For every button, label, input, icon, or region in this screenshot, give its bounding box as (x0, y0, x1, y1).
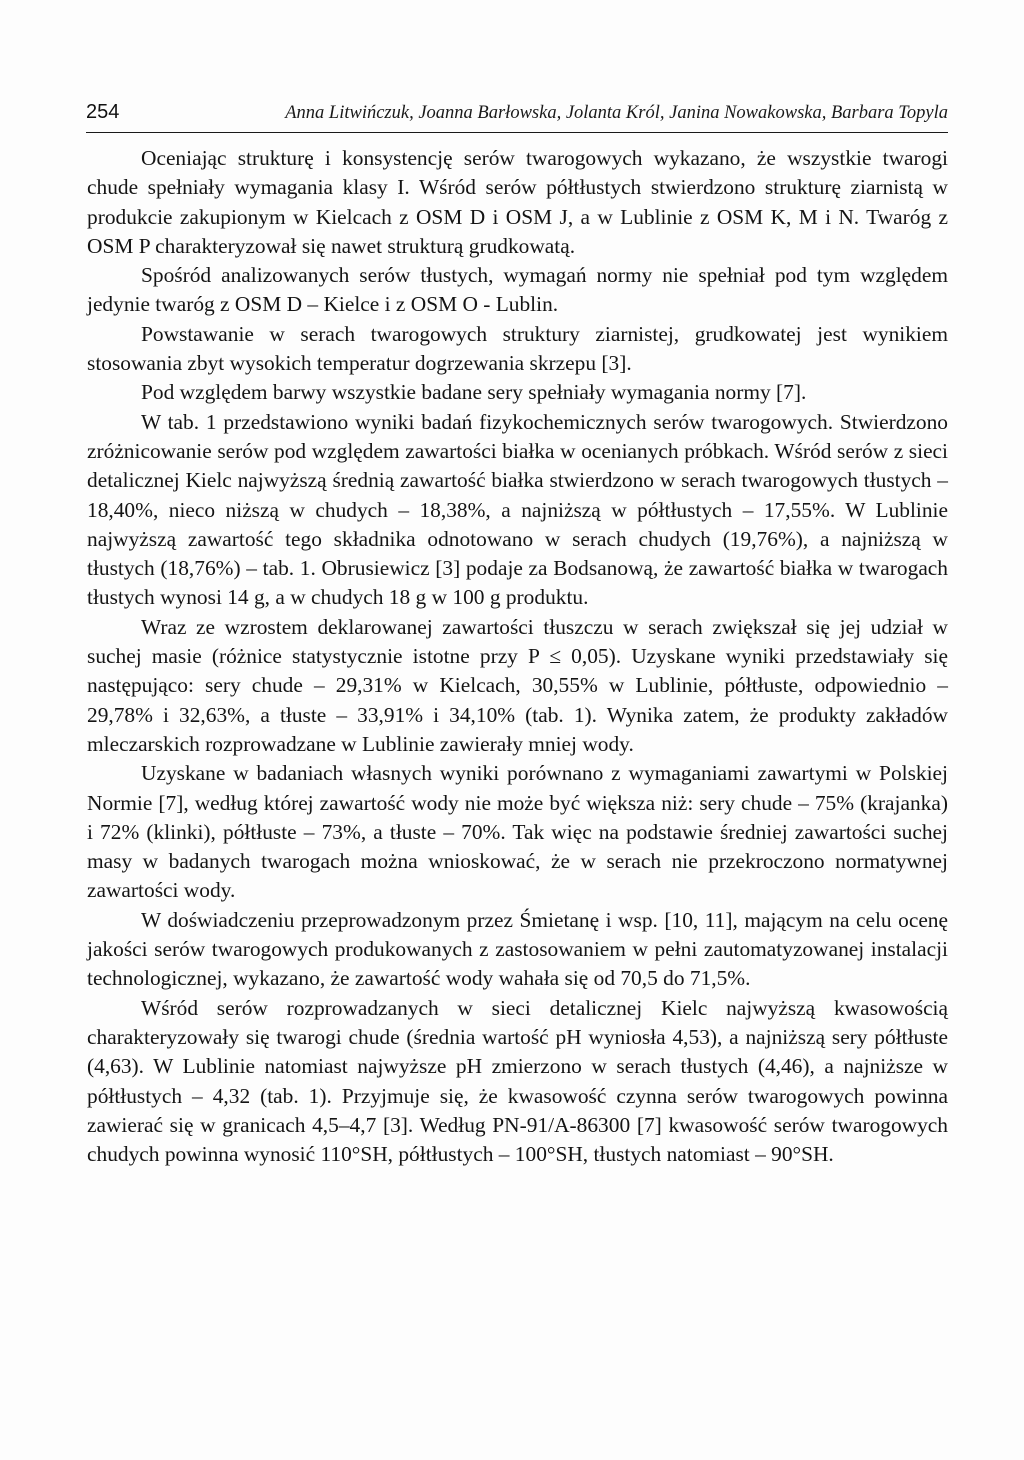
paragraph-protein: W tab. 1 przedstawiono wyniki badań fizykochemicznych serów twarogowych. Stwierdzono zróżnicowanie serów pod względem zawartości białka w ocenianych próbkach. Wśród serów z sieci detalicznej Kielc najwyższą średnią zawartość białka stwierdzono w serach twarogowych tłustych – 18,40%, nieco niższą w chudych – 18,38%, a najniższą w półtłustych – 17,55%. W Lublinie najwyższą zawartość tego składnika odnotowano w serach chudych (19,76%), a najniższą w tłustych (18,76%) – tab. 1. Obrusiewicz [3] podaje za Bodsanową, że zawartość białka w twarogach tłustych wynosi 14 g, a w chudych 18 g w 100 g produktu. (87, 409, 948, 610)
paragraph-acidity: Wśród serów rozprowadzanych w sieci detalicznej Kielc najwyższą kwasowością charakteryzowały się twarogi chude (średnia wartość pH wyniosła 4,53), a najniższą sery półtłuste (4,63). W Lublinie natomiast najwyższe pH zmierzono w serach tłustych (4,46), a najniższe w półtłustych – 4,32 (tab. 1). Przyjmuje się, że kwasowość czynna serów twarogowych powinna zawierać się w granicach 4,5–4,7 [3]. Według PN-91/A-86300 [7] kwasowość serów twarogowych chudych powinna wynosić 110°SH, półtłustych – 100°SH, tłustych natomiast – 90°SH. (87, 995, 948, 1167)
paragraph-fat-in-dry-matter: Wraz ze wzrostem deklarowanej zawartości tłuszczu w serach zwiększał się jej udział w suchej masie (różnice statystycznie istotne przy P ≤ 0,05). Uzyskane wyniki przedstawiały się następująco: sery chude – 29,31% w Kielcach, 30,55% w Lublinie, półtłuste, odpowiednio – 29,78% i 32,63%, a tłuste – 33,91% i 34,10% (tab. 1). Wynika zatem, że produkty zakładów mleczarskich rozprowadzane w Lublinie zawierały mniej wody. (87, 614, 948, 756)
running-head-authors: Anna Litwińczuk, Joanna Barłowska, Jolanta Król, Janina Nowakowska, Barbara Topyla (285, 103, 948, 123)
page-number: 254 (86, 101, 120, 123)
running-header (86, 100, 948, 133)
paragraph-water-content: Uzyskane w badaniach własnych wyniki porównano z wymaganiami zawartymi w Polskiej Normie [7], według której zawartość wody nie może być większa niż: sery chude – 75% (krajanka) i 72% (klinki), półtłuste – 73%, a tłuste – 70%. Tak więc na podstawie średniej zawartości suchej masy w badanych twarogach można wnioskować, że w serach nie przekroczono normatywnej zawartości wody. (87, 761, 948, 903)
body-text (87, 144, 948, 1169)
paragraph-fat-cheeses: Spośród analizowanych serów tłustych, wymagań normy nie spełniał pod tym względem jedynie twaróg z OSM D – Kielce i z OSM O - Lublin. (87, 263, 948, 317)
paragraph-granular-structure: Powstawanie w serach twarogowych struktury ziarnistej, grudkowatej jest wynikiem stosowania zbyt wysokich temperatur dogrzewania skrzepu [3]. (87, 321, 948, 376)
paragraph-texture: Oceniając strukturę i konsystencję serów twarogowych wykazano, że wszystkie twarogi chude spełniały wymagania klasy I. Wśród serów półtłustych stwierdzono strukturę ziarnistą w produkcie zakupionym w Kielcach z OSM D i OSM J, a w Lublinie z OSM K, M i N. Twaróg z OSM P charakteryzował się nawet strukturą grudkowatą. (87, 146, 948, 258)
paragraph-automated-production: W doświadczeniu przeprowadzonym przez Śmietanę i wsp. [10, 11], mającym na celu ocenę jakości serów twarogowych produkowanych z zastosowaniem w pełni zautomatyzowanej instalacji technologicznej, wykazano, że zawartość wody wahała się od 70,5 do 71,5%. (87, 907, 948, 991)
paragraph-colour: Pod względem barwy wszystkie badane sery spełniały wymagania normy [7]. (141, 380, 807, 405)
